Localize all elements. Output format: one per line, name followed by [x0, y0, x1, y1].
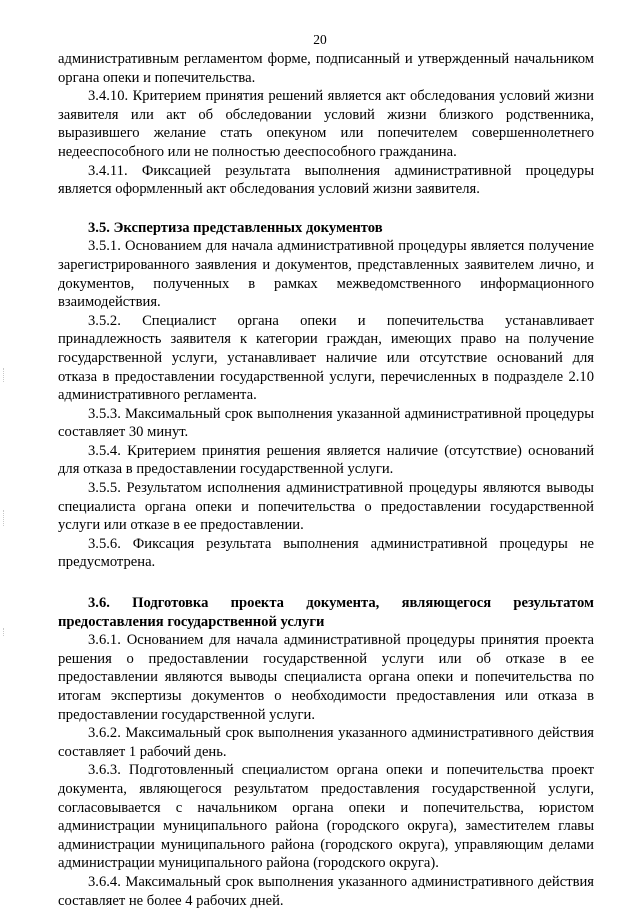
paragraph-3-6-3: 3.6.3. Подготовленный специалистом органа опеки и попечительства проект документа, являющегося результатом предоставления государственной услуги, согласовывается с начальником органа опеки и попечительства, юристом администрации муниципального района (городского округа), заместителем главы администрации муниципального района (городского округа), управляющим делами администрации муниципального района (городского округа). — [58, 762, 594, 872]
paragraph-3-5-2: 3.5.2. Специалист органа опеки и попечительства устанавливает принадлежность заявителя к категории граждан, имеющих право на получение государственной услуги, устанавливает наличие или отсутствие оснований для отказа в предоставлении государственной услуги, перечисленных в подразделе 2.10 административного регламента. — [58, 312, 594, 404]
paragraph-3-6-1: 3.6.1. Основанием для начала административной процедуры принятия проекта решения о предоставлении государственной услуги или об отказе в ее предоставлении являются выводы специалиста органа опеки и попечительства по итогам экспертизы документов о необходимости предоставления или отказа в предоставлении государственной услуги. — [58, 632, 594, 723]
paragraph-3-4-10: 3.4.10. Критерием принятия решений является акт обследования условий жизни заявителя или акт об обследовании условий жизни близкого родственника, выразившего желание стать опекуном или попечителем совершеннолетнего недееспособного или не полностью дееспособного гражданина. — [58, 88, 594, 160]
paragraph-3-5-1: 3.5.1. Основанием для начала административной процедуры является получение зарегистрированного заявления и документов, представленных заявителем лично, и документов, полученных в рамках межведомственного информационного взаимодействия. — [58, 238, 594, 311]
section-spacer — [58, 572, 594, 594]
section-spacer — [58, 199, 594, 219]
margin-mark — [3, 510, 5, 526]
paragraph-continuation: административным регламентом форме, подписанный и утвержденный начальником органа опеки и попечительства. — [58, 51, 594, 86]
paragraph-3-5-4: 3.5.4. Критерием принятия решения является наличие (отсутствие) оснований для отказа в предоставлении государственной услуги. — [58, 442, 594, 478]
paragraph-3-4-11: 3.4.11. Фиксацией результата выполнения административной процедуры является оформленный акт обследования условий жизни заявителя. — [58, 162, 594, 198]
paragraph-3-6-4: 3.6.4. Максимальный срок выполнения указанного административного действия составляет не более 4 рабочих дней. — [58, 873, 594, 909]
paragraph-3-5-6: 3.5.6. Фиксация результата выполнения административной процедуры не предусмотрена. — [58, 535, 594, 571]
paragraph-3-5-3: 3.5.3. Максимальный срок выполнения указанной административной процедуры составляет 30 минут. — [58, 405, 594, 441]
page-number: 20 — [313, 32, 327, 47]
margin-mark — [3, 628, 5, 636]
paragraph-3-5-5: 3.5.5. Результатом исполнения административной процедуры являются выводы специалиста органа опеки и попечительства о предоставлении государственной услуги или отказе в ее предоставлении. — [58, 480, 594, 534]
document-body — [58, 50, 594, 910]
margin-mark — [3, 368, 5, 382]
section-heading-3-5: 3.5. Экспертиза представленных документов — [88, 219, 383, 236]
paragraph-3-6-2: 3.6.2. Максимальный срок выполнения указанного административного действия составляет 1 рабочий день. — [58, 725, 594, 760]
section-heading-3-6: 3.6. Подготовка проекта документа, являющегося результатом предоставления государственной услуги — [58, 595, 594, 630]
